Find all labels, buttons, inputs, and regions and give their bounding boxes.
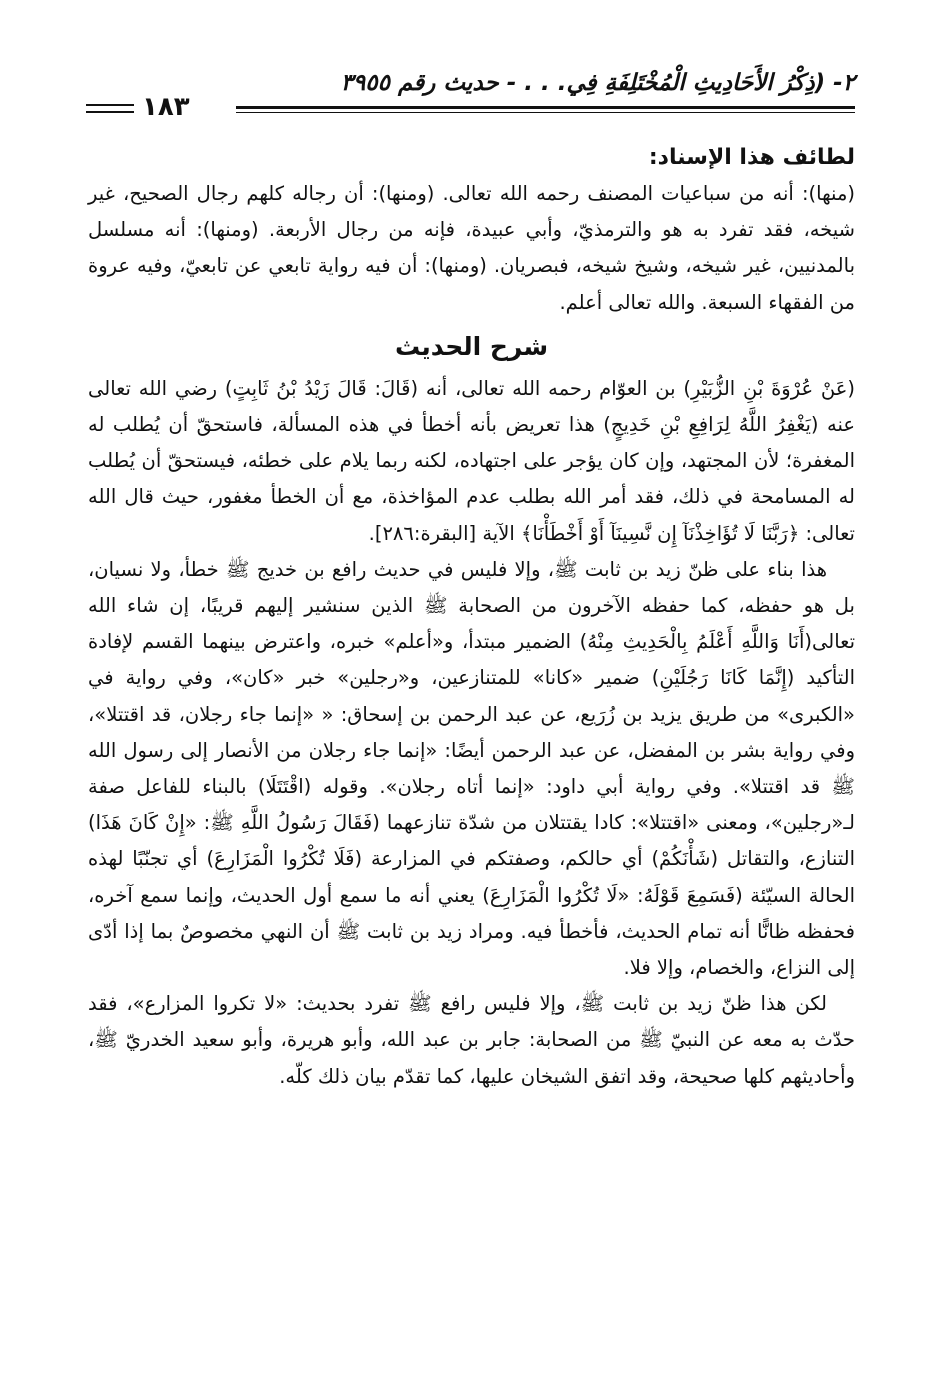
page-number-rule	[86, 111, 134, 113]
sharh-paragraph-2: هذا بناء على ظنّ زيد بن ثابت ﷺ، وإلا فليس في حديث رافع بن خديج ﷺ خطأ، ولا نسيان، بل هو حفظه، كما حفظه الآخرون من الصحابة ﷺ الذين سنشير إليهم قريبًا، إن شاء الله تعالى(أَنَا وَاللَّهِ أَعْلَمُ بِالْحَدِيثِ مِنْهُ) الضمير مبتدأ، و«أعلم» خبره، واعترض بينهما القسم لإفادة التأكيد (إِنَّمَا كَانَا رَجُلَيْنِ) ضمير «كانا» للمتنازعين، و«رجلين» خبر «كان»، وفي رواية في «الكبرى» من طريق يزيد بن زُرَيع، عن عبد الرحمن بن إسحاق: « «إنما جاء رجلان، قد اقتتلا»، وفي رواية بشر بن المفضل، عن عبد الرحمن أيضًا: «إنما جاء رجلان من الأنصار إلى رسول الله ﷺ قد اقتتلا». وفي رواية أبي داود: «إنما أتاه رجلان». وقوله (اقْتَتَلَا) بالبناء للفاعل صفة لـ«رجلين»، ومعنى «اقتتلا»: كادا يقتتلان من شدّة تنازعهما (فَقَالَ رَسُولُ اللَّهِ ﷺ: «إِنْ كَانَ هَذَا) التنازع، والتقاتل (شَأْنَكُمْ) أي حالكم، وصفتكم في المزارعة (فَلَا تُكْرُوا الْمَزَارِعَ) أي تجنّبًا لهذه الحالة السيّئة (فَسَمِعَ قَوْلَهُ: «لَا تُكْرُوا الْمَزَارِعَ) يعني أنه ما سمع أول الحديث، وإنما سمع آخره، فحفظه ظانًّا أنه تمام الحديث، فأخطأ فيه. ومراد زيد بن ثابت ﷺ أن النهي مخصوصٌ بما إذا أدّى إلى النزاع، والخصام، وإلا فلا.	[88, 557, 855, 980]
page-number-rule	[86, 104, 134, 106]
header-rule-thin	[236, 112, 855, 113]
sharh-paragraph-3: لكن هذا ظنّ زيد بن ثابت ﷺ، وإلا فليس رافع ﷺ تفرد بحديث: «لا تكروا المزارع»، فقد حدّث به معه عن النبيّ ﷺ من الصحابة: جابر بن عبد الله، وأبو هريرة، وأبو سعيد الخدريّ ﷺ، وأحاديثهم كلها صحيحة، وقد اتفق الشيخان عليها، كما تقدّم بيان ذلك كلّه.	[88, 992, 855, 1088]
running-title: ٢- (ذِكْرُ الأَحَادِيثِ الْمُخْتَلِفَةِ فِي. . . - حديث رقم ٣٩٥٥	[340, 70, 855, 96]
header-rule-thick	[236, 106, 855, 109]
page-body	[88, 140, 855, 1095]
section-heading-sharh: شرح الحديث	[394, 331, 549, 361]
section-heading-isnad: لطائف هذا الإسناد:	[648, 145, 855, 170]
isnad-paragraph: (منها): أنه من سباعيات المصنف رحمه الله تعالى. (ومنها): أن رجاله كلهم رجال الصحيح، غير شيخه، فقد تفرد به هو والترمذيّ، وأبي عبيدة، فإنه من رجال الأربعة. (ومنها): أنه مسلسل بالمدنيين، غير شيخه، وشيخ شيخه، فبصريان. (ومنها): أن فيه رواية تابعي عن تابعيّ، وفيه عروة من الفقهاء السبعة. والله تعالى أعلم.	[88, 182, 855, 314]
page-number: ١٨٣	[142, 92, 190, 122]
sharh-paragraph-1: (عَنْ عُرْوَةَ بْنِ الزُّبَيْرِ) بن العوّام رحمه الله تعالى، أنه (قَالَ: قَالَ زَيْدُ بْنُ ثَابِتٍ) رضي الله تعالى عنه (يَغْفِرُ اللَّهُ لِرَافِعِ بْنِ خَدِيجٍ) هذا تعريض بأنه أخطأ في هذه المسألة، فاستحقّ أن يُطلب له المغفرة؛ لأن المجتهد، وإن كان يؤجر على اجتهاده، لكنه ربما يلام على خطئه، فيستحقّ أن يُطلب له المسامحة في ذلك، فقد أمر الله بطلب عدم المؤاخذة، مع أن الخطأ مغفور، حيث قال الله تعالى: ﴿رَبَّنَا لَا تُؤَاخِذْنَآ إِن نَّسِينَآ أَوْ أَخْطَأْنَا﴾ الآية [البقرة:٢٨٦].	[88, 376, 855, 545]
running-header	[86, 62, 855, 122]
page-number-rules	[86, 104, 134, 118]
